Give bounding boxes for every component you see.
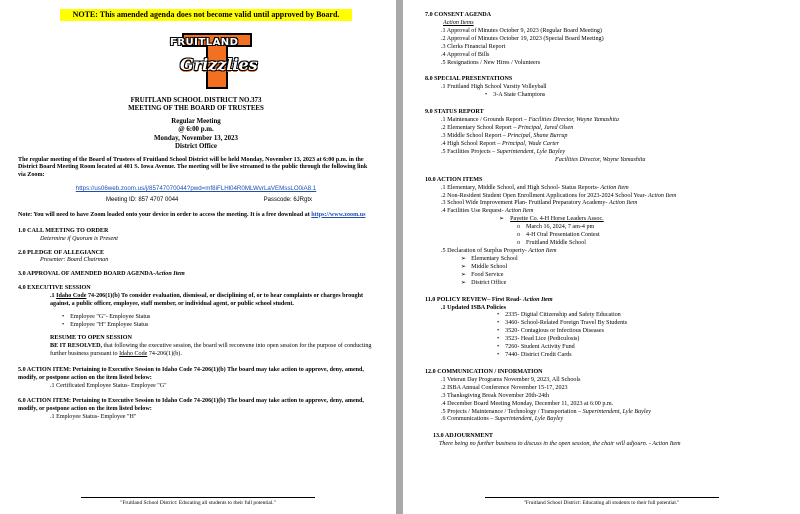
meeting-time: @ 6:00 p.m.	[178, 126, 214, 134]
list-item: • 7260- Student Activity Fund	[497, 344, 575, 351]
list-item: .5 Resignations / New Hires / Volunteers	[441, 59, 541, 66]
zoom-details	[18, 197, 374, 205]
agenda-page-2	[403, 0, 800, 514]
amended-notice: NOTE: This amended agenda does not become valid until approved by Board.	[60, 9, 352, 21]
list-item: .3 Thanksgiving Break November 20th-24th	[441, 392, 550, 399]
section-2-title: 2.0 PLEDGE OF ALLEGIANCE	[18, 249, 105, 256]
meeting-location: District Office	[175, 143, 217, 151]
list-item: .2 Non-Resident Student Open Enrollment Applications for 2023-2024 School Year- Action Item	[441, 192, 677, 199]
section-11-sub: .1 Updated ISBA Policies	[441, 304, 507, 311]
section-5-item: .1 Certificated Employee Status- Employee "G"	[50, 382, 167, 389]
section-1-sub: Determine if Quorum is Present	[40, 235, 118, 242]
section-11-title: 11.0 POLICY REVIEW– First Read- Action Item	[425, 296, 553, 303]
list-item: ➢ Middle School	[461, 263, 508, 270]
section-1-title: 1.0 CALL MEETING TO ORDER	[18, 227, 109, 234]
arrow-bullet-icon: ➢	[499, 216, 505, 223]
zoom-link[interactable]: https://us06web.zoom.us/j/85747070044?pwd=mf8iFLHl04R0MLWvrLaVEMssLO0iA8.1	[75, 184, 317, 192]
list-item: .5 Projects / Maintenance / Technology / Transportation – Superintendent, Lyle Bayley	[441, 408, 651, 415]
list-item: .1 Fruitland High School Varsity Volleyball	[441, 84, 547, 91]
list-item: .6 Communications – Superintendent, Lyle Bayley	[441, 416, 564, 423]
list-item: .3 Middle School Report – Principal, Shane Burrup	[441, 132, 568, 139]
resume-open-session: RESUME TO OPEN SESSION	[50, 334, 132, 341]
list-item: .1 Approval of Minutes October 9, 2023 (Regular Board Meeting)	[441, 27, 602, 34]
zoom-site-link[interactable]: https://www.zoom.us	[311, 211, 366, 218]
section-2-sub: Presenter: Board Chairman	[40, 257, 109, 264]
list-item: .1 Elementary, Middle School, and High School- Status Reports- Action Item	[441, 184, 629, 191]
section-9-title: 9.0 STATUS REPORT	[425, 109, 484, 116]
section-4-title: 4.0 EXECUTIVE SESSION	[18, 285, 91, 292]
list-item-continuation: Facilities Director, Wayne Yamashita	[555, 156, 646, 163]
section-7-sub: Action Items	[443, 19, 474, 26]
district-name: FRUITLAND SCHOOL DISTRICT NO.373	[130, 97, 262, 104]
circle-bullet-icon: o	[517, 224, 521, 231]
list-item: ➢ District Office	[461, 279, 507, 286]
logo-grizzlies-text: Grizzlies	[180, 55, 258, 74]
section-13-title: 13.0 ADJOURNMENT	[433, 433, 493, 440]
list-item: .4 Approval of Bills	[441, 51, 490, 58]
section-7-title: 7.0 CONSENT AGENDA	[425, 12, 492, 18]
list-item: • 3523- Head Lice (Pediculosis)	[497, 336, 580, 343]
list-item: .3 Clerks Financial Report	[441, 43, 506, 50]
list-item: • 3-A State Champions	[485, 92, 546, 99]
list-item: ➢ Payette Co. 4-H Horse Leaders Assoc.	[499, 216, 604, 223]
list-item: • 3460- School-Related Foreign Travel By Students	[497, 320, 628, 327]
section-6-title: 6.0 ACTION ITEM: Pertaining to Executive Session to Idaho Code 74-206(1)(b) The board may take action to approve, deny, amend, modify, or postpone action on the item listed below:	[18, 398, 364, 413]
list-item: .4 Facilities Use Request- Action Item	[441, 208, 534, 215]
resolution-text: BE IT RESOLVED, that following the executive session, the board will reconvene into open session for the purpose of conducting further business pursuant to Idaho Code 74-206(1)(b).	[50, 342, 372, 357]
arrow-bullet-icon: ➢	[461, 279, 467, 286]
list-item: .4 High School Report – Principal, Wade Carter	[441, 140, 560, 147]
meeting-date: Monday, November 13, 2023	[154, 134, 238, 142]
intro-paragraph: The regular meeting of the Board of Trustees of Fruitland School District will be held Monday, November 13, 2023 at 6:00 p.m. in the District Board Meeting Room located at 401 S. Iowa Avenue. The meeting will be live streamed to the public through the following link via Zoom:	[18, 156, 368, 179]
list-item: .1 Maintenance / Grounds Report – Facilities Director, Wayne Yamashita	[441, 117, 619, 124]
meeting-header	[18, 97, 374, 152]
list-item: .5 Facilities Projects – Superintendent, Lyle Bayley	[441, 148, 566, 155]
circle-bullet-icon: o	[517, 232, 521, 239]
list-item: o Fruitland Middle School	[517, 240, 586, 247]
circle-bullet-icon: o	[517, 240, 521, 247]
list-item: • Employee "G"- Employee Status	[62, 314, 151, 321]
meeting-board: MEETING OF THE BOARD OF TRUSTEES	[128, 105, 264, 113]
list-item: • 7440- District Credit Cards	[497, 352, 572, 359]
section-13-sub: There being no further business to discuss in the open session, the chair will adjourn. - Action Item	[439, 441, 681, 448]
section-3-title: 3.0 APPROVAL OF AMENDED BOARD AGENDA-Action Item	[18, 271, 185, 278]
agenda-page-1	[0, 0, 396, 514]
arrow-bullet-icon: ➢	[461, 271, 467, 278]
list-item: • 2335- Digital Citizenship and Safety Education	[497, 312, 621, 319]
list-item: .4 December Board Meeting Monday, December 11, 2023 at 6:00 p.m.	[441, 400, 614, 407]
arrow-bullet-icon: ➢	[461, 263, 467, 270]
list-item: .2 Elementary School Report – Principal, Jared Olsen	[441, 125, 574, 132]
section-6-item: .1 Employee Status- Employee "H"	[50, 414, 137, 421]
meeting-type: Regular Meeting	[171, 117, 221, 125]
list-item: o March 16, 2024, 7 am-4 pm	[517, 224, 595, 231]
list-item: .2 ISBA Annual Conference November 15-17, 2023	[441, 384, 568, 391]
list-item: • 3520- Contagious or Infectious Diseases	[497, 328, 604, 335]
page-1-footer: "Fruitland School District: Educating all students to their full potential."	[0, 497, 396, 507]
list-item: .1 Veteran Day Programs November 9, 2023, All Schools	[441, 376, 581, 383]
list-item: o 4-H Oral Presentation Contest	[517, 232, 600, 239]
section-8-title: 8.0 SPECIAL PRESENTATIONS	[425, 76, 513, 83]
list-item: ➢ Elementary School	[461, 255, 518, 262]
list-item: • Employee "H" Employee Status	[62, 322, 149, 328]
arrow-bullet-icon: ➢	[461, 255, 467, 262]
list-item: .2 Approval of Minutes October 19, 2023 (Special Board Meeting)	[441, 35, 604, 42]
zoom-note: Note: You will need to have Zoom loaded onto your device in order to access the meeting. It is a free download at https://www.zoom.us	[18, 211, 366, 218]
passcode: Passcode: 6JRgtx	[263, 196, 312, 203]
page-2-footer: "Fruitland School District: Educating all students to their full potential."	[403, 497, 800, 507]
section-5-title: 5.0 ACTION ITEM: Pertaining to Executive Session to Idaho Code 74-206(1)(b) The board may take action to approve, deny, amend, modify, or postpone action on the item listed below:	[18, 366, 364, 381]
list-item: .5 Declaration of Surplus Property- Action Item	[441, 247, 557, 254]
fruitland-grizzlies-logo	[170, 29, 264, 91]
logo-fruitland-text: FRUITLAND	[170, 37, 239, 48]
list-item: .3 School Wide Improvement Plan- Fruitland Preparatory Academy- Action Item	[441, 200, 638, 207]
section-4-text: .1 Idaho Code 74-206(1)(b) To consider evaluation, dismissal, or disciplining of, or to hear complaints or charges brought against, a public officer, employee, staff member, or individual agent, or public school student.	[50, 293, 364, 308]
section-12-title: 12.0 COMMUNICATION / INFORMATION	[425, 368, 543, 375]
list-item: ➢ Food Service	[461, 271, 504, 278]
meeting-id: Meeting ID: 857 4707 0044	[106, 196, 179, 203]
section-10-title: 10.0 ACTION ITEMS	[425, 176, 483, 183]
